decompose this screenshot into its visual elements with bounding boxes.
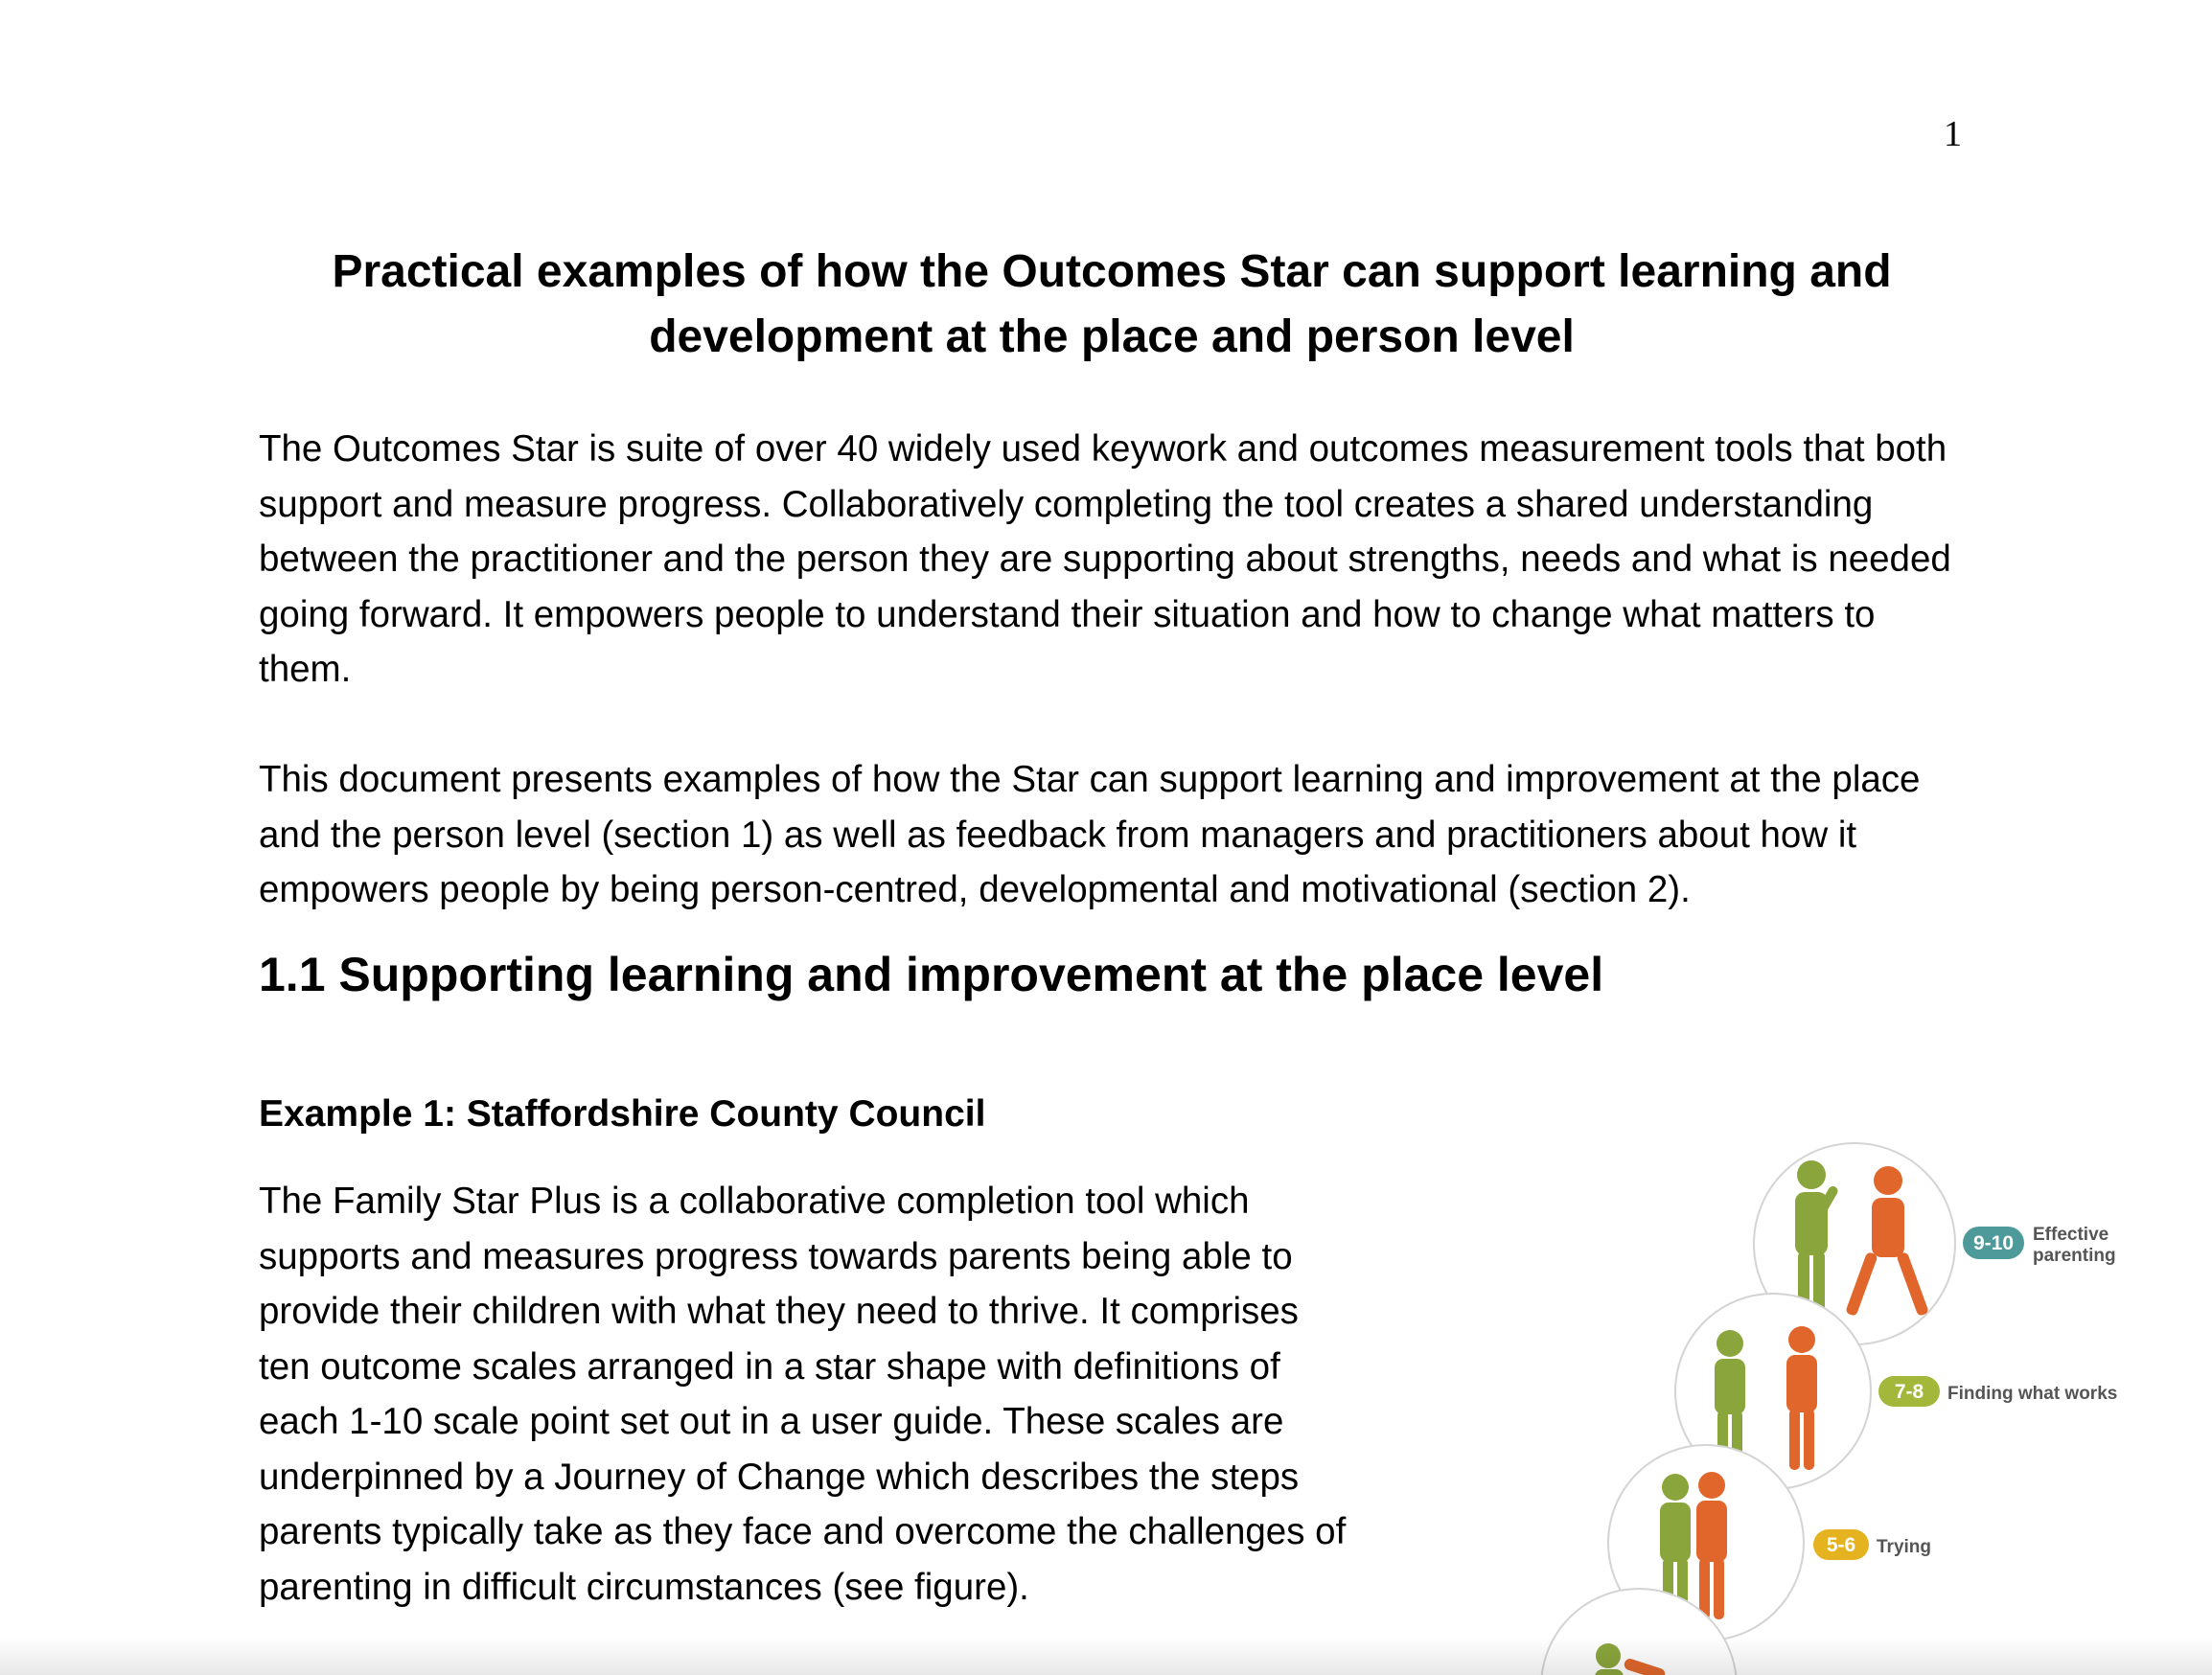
page-bottom-shadow	[0, 1637, 2212, 1675]
stage-range: 9-10	[1972, 1232, 2015, 1254]
example-paragraph: The Family Star Plus is a collaborative completion tool which supports and measures progress towards parents being able to provide their children with what they need to thrive. It comprises ten outcome scales arranged in a star shape with definitions of each 1-10 scale point set out in a user guide. These scales are underpinned by a Journey of Change which describes the steps parents typically take as they face and overcome the challenges of parenting in difficult circumstances (see figure).	[259, 1181, 1347, 1608]
stage-label-line2: parenting	[2033, 1246, 2116, 1266]
stage-range: 7-8	[1894, 1381, 1924, 1403]
stage-label: Effective	[2033, 1225, 2109, 1245]
intro-paragraph-1: The Outcomes Star is suite of over 40 widely used keywork and outcomes measurement tools that both support and measure progress. Collaboratively completing the tool creates a shared understanding between the practitioner and the person they are supporting about strengths, needs and what is needed going forward. It empowers people to understand their situation and how to change what matters to them.	[259, 428, 1951, 690]
intro-paragraph-2: This document presents examples of how the Star can support learning and improvement at the place and the person level (section 1) as well as feedback from managers and practitioners about how it empowers people by being person-centred, developmental and motivational (section 2).	[259, 759, 1921, 910]
document-title: Practical examples of how the Outcomes Star can support learning and development at the place and person level	[332, 246, 1892, 362]
stage-label: Trying	[1877, 1537, 1932, 1557]
page-number: 1	[1944, 114, 1962, 154]
section-heading: 1.1 Supporting learning and improvement at the place level	[259, 948, 1604, 1001]
stage-label: Finding what works	[1947, 1384, 2118, 1404]
example-heading: Example 1: Staffordshire County Council	[259, 1093, 986, 1135]
stage-range: 5-6	[1826, 1534, 1856, 1556]
journey-of-change-figure	[1495, 1131, 2204, 1675]
